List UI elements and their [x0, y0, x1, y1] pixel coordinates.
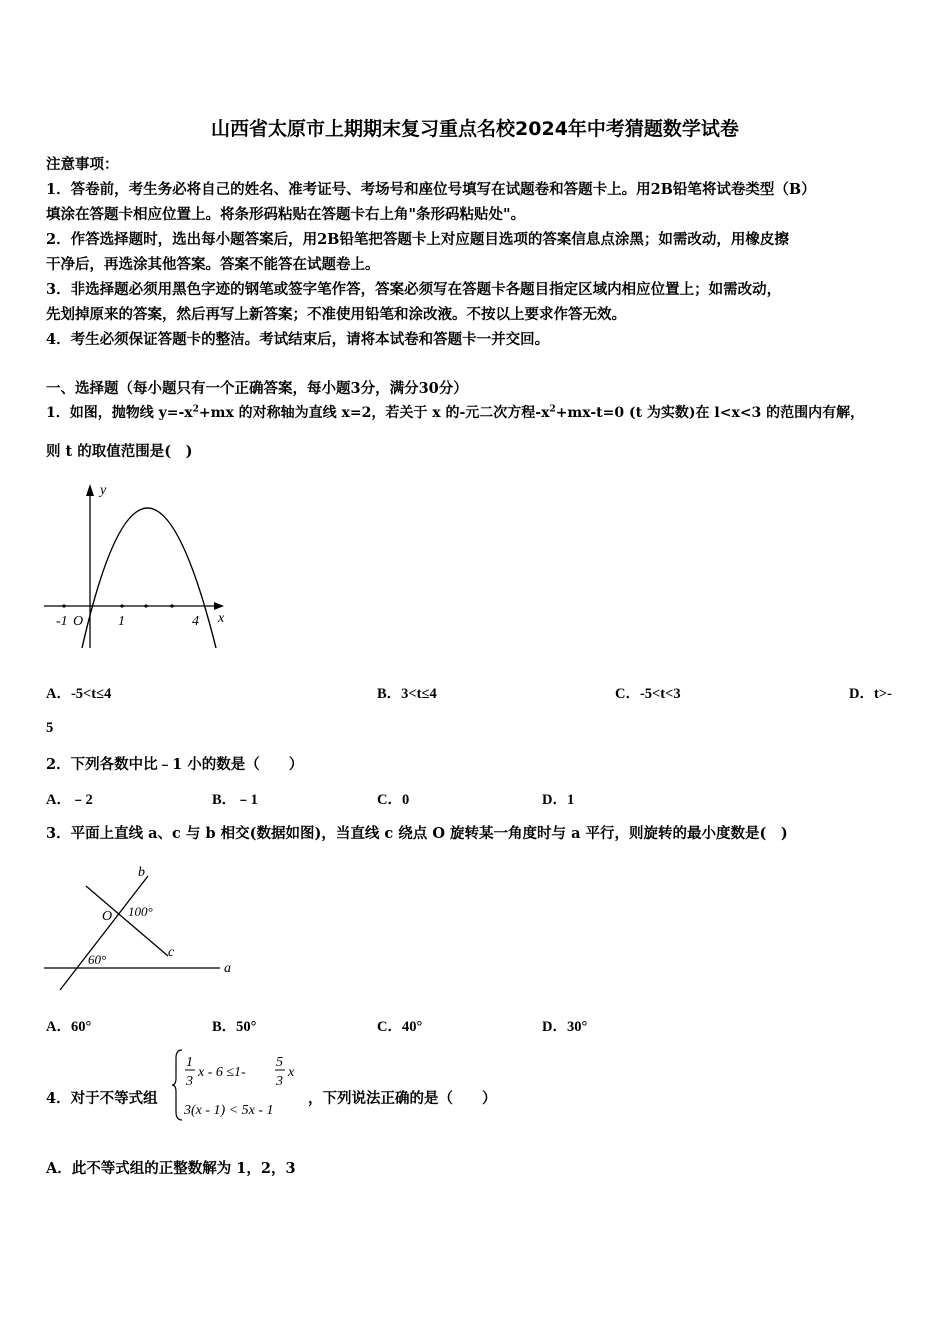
q4-prefix: 4．对于不等式组: [46, 1090, 158, 1107]
left-brace: [172, 1050, 182, 1120]
angle-100-label: 100°: [128, 904, 153, 919]
q1-option-a[interactable]: A．-5<t≤4: [46, 686, 112, 702]
q2-option-b[interactable]: B．﹣1: [212, 792, 258, 808]
tick-neg1: -1: [56, 614, 68, 629]
svg-text:1: 1: [186, 1055, 193, 1070]
notice-line: 干净后，再选涂其他答案。答案不能答在试题卷上。: [46, 256, 380, 273]
q3-stem: 3．平面上直线 a、c 与 b 相交(数据如图)，当直线 c 绕点 O 旋转某一角度时与 a 平行，则旋转的最小度数是( ): [46, 825, 788, 842]
notice-line: 填涂在答题卡相应位置上。将条形码粘贴在答题卡右上角"条形码粘贴处"。: [46, 206, 526, 223]
q3-option-c[interactable]: C．40°: [377, 1019, 423, 1035]
tick-1: 1: [118, 614, 125, 629]
q1-stem-line2: 则 t 的取值范围是( ): [46, 443, 193, 460]
page-title: 山西省太原市上期期末复习重点名校2024年中考猜题数学试卷: [211, 118, 739, 140]
x-axis-arrow: [214, 602, 224, 610]
q1-stem: 1．如图，抛物线 $y=-x^2+mx$ 的对称轴为直线 x=2，若关于 x 的-元二次方程$-x^2+mx-t=0$ (t 为实数)在 l<x<3 的范围内有解，: [46, 404, 865, 421]
q1-parabola-graph: [40, 478, 240, 650]
q1-option-d[interactable]: D．t>-: [849, 686, 892, 702]
notice-line: 3．非选择题必须用黑色字迹的钢笔或签字笔作答，答案必须写在答题卡各题目指定区域内相应位置上；如需改动，: [46, 281, 782, 298]
inequality-2: 3(x - 1) < 5x - 1: [184, 1103, 274, 1118]
tick-4: 4: [192, 614, 199, 629]
notice-line: 先划掉原来的答案，然后再写上新答案；不准使用铅笔和涂改液。不按以上要求作答无效。: [46, 306, 626, 323]
q4-inequality-system: [172, 1046, 312, 1124]
label-o: O: [102, 909, 113, 924]
q1-option-d-continued: 5: [46, 720, 54, 736]
svg-text:3: 3: [276, 1074, 283, 1089]
q3-option-a[interactable]: A．60°: [46, 1019, 92, 1035]
label-b: b: [138, 865, 145, 880]
q1-option-b[interactable]: B．3<t≤4: [377, 686, 437, 702]
label-a: a: [224, 961, 231, 976]
line-b: [60, 876, 148, 990]
svg-text:x - 6 ≤1-: x - 6 ≤1-: [198, 1065, 246, 1080]
notice-line: 4．考生必须保证答题卡的整洁。考试结束后，请将本试卷和答题卡一并交回。: [46, 331, 550, 348]
q3-option-d[interactable]: D．30°: [542, 1019, 588, 1035]
y-axis-arrow: [86, 484, 94, 496]
q2-stem: 2．下列各数中比﹣1 小的数是（ ）: [46, 756, 304, 773]
notice-heading: 注意事项：: [46, 156, 119, 173]
notice-line: 1．答卷前，考生务必将自己的姓名、准考证号、考场号和座位号填写在试题卷和答题卡上。用2B铅笔将试卷类型（B）: [46, 181, 816, 198]
line-c: [86, 886, 168, 956]
q4-option-a[interactable]: A．此不等式组的正整数解为 1，2，3: [46, 1160, 296, 1177]
svg-text:5: 5: [276, 1055, 283, 1070]
q4-suffix: ，下列说法正确的是（ ）: [308, 1090, 497, 1107]
section-heading: 一、选择题（每小题只有一个正确答案，每小题3分，满分30分）: [46, 380, 468, 397]
svg-text:x: x: [288, 1065, 295, 1080]
q1-option-c[interactable]: C．-5<t<3: [615, 686, 681, 702]
svg-text:3: 3: [186, 1074, 193, 1089]
y-axis-label: y: [100, 483, 107, 498]
q2-option-c[interactable]: C．0: [377, 792, 410, 808]
angle-60-label: 60°: [88, 952, 107, 967]
q3-lines-figure: [40, 858, 240, 992]
origin-label: O: [73, 614, 84, 629]
label-c: c: [168, 945, 175, 960]
q2-option-a[interactable]: A．﹣2: [46, 792, 93, 808]
x-axis-label: x: [218, 611, 225, 626]
q3-option-b[interactable]: B．50°: [212, 1019, 257, 1035]
q2-option-d[interactable]: D．1: [542, 792, 575, 808]
notice-line: 2．作答选择题时，选出每小题答案后，用2B铅笔把答题卡上对应题目选项的答案信息点涂黑；如需改动，用橡皮擦: [46, 231, 789, 248]
